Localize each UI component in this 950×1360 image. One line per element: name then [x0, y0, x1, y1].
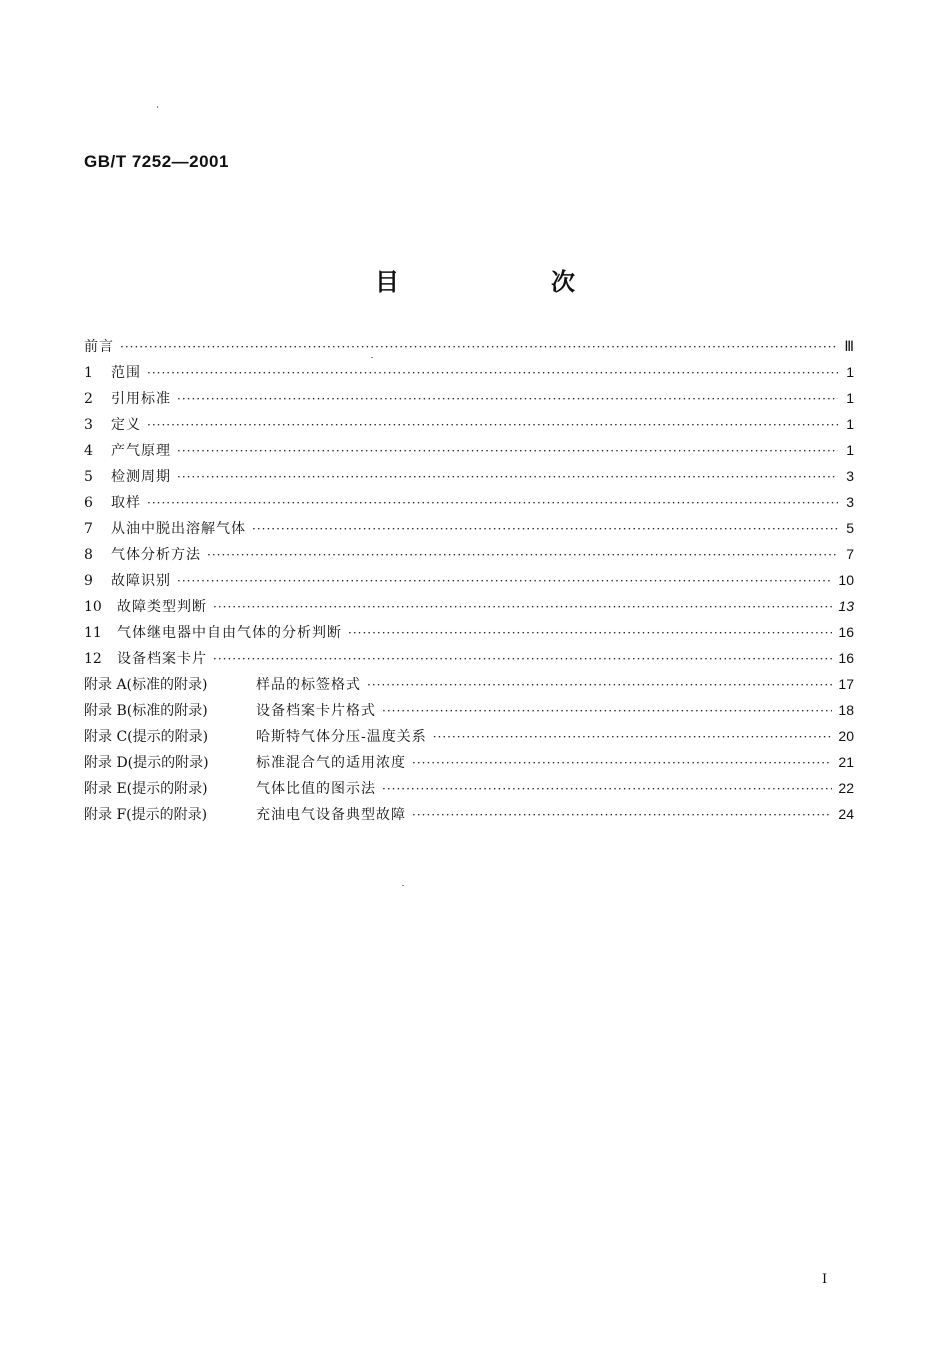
toc-entry-page: 1 — [846, 390, 854, 406]
toc-entry-number: 2 — [84, 391, 93, 407]
toc-dot-leader — [348, 620, 832, 646]
toc-entry-label: 设备档案卡片 — [117, 651, 207, 667]
toc-entry-label: 范围 — [111, 365, 141, 381]
toc-entry-label: 取样 — [111, 495, 141, 511]
toc-entry-3[interactable] — [84, 411, 854, 437]
toc-entry-number: 6 — [84, 495, 93, 511]
toc-entry-4[interactable] — [84, 437, 854, 463]
toc-entry-number: 1 — [84, 365, 93, 381]
toc-entry-8[interactable] — [84, 541, 854, 567]
scan-speck — [157, 106, 158, 108]
toc-dot-leader — [412, 802, 832, 828]
toc-dot-leader — [213, 646, 832, 672]
toc-entry-appendix-b[interactable] — [84, 697, 854, 723]
scan-speck — [402, 885, 404, 886]
toc-entry-number: 11 — [84, 625, 102, 641]
toc-entry-page: 3 — [846, 494, 854, 510]
toc-entry-11[interactable] — [84, 619, 854, 645]
toc-dot-leader — [177, 438, 838, 464]
toc-entry-number: 附录 E(提示的附录) — [84, 781, 208, 797]
toc-entry-page: Ⅲ — [844, 338, 854, 354]
toc-entry-number: 9 — [84, 573, 93, 589]
toc-entry-label: 定义 — [111, 417, 141, 433]
toc-entry-1[interactable] — [84, 359, 854, 385]
toc-entry-page: 5 — [846, 520, 854, 536]
toc-dot-leader — [147, 412, 838, 438]
toc-entry-label: 故障类型判断 — [117, 599, 207, 615]
toc-dot-leader — [207, 542, 838, 568]
toc-entry-page: 18 — [838, 702, 854, 718]
toc-dot-leader — [177, 464, 838, 490]
toc-entry-page: 1 — [846, 364, 854, 380]
toc-entry-page: 10 — [838, 572, 854, 588]
toc-entry-page: 17 — [838, 676, 854, 692]
scan-speck — [371, 357, 373, 358]
toc-dot-leader — [147, 490, 838, 516]
toc-entry-page: 24 — [838, 806, 854, 822]
toc-entry-number: 附录 A(标准的附录) — [84, 677, 208, 693]
toc-dot-leader — [147, 360, 838, 386]
toc-entry-appendix-c[interactable] — [84, 723, 854, 749]
toc-entry-2[interactable] — [84, 385, 854, 411]
toc-entry-page: 3 — [846, 468, 854, 484]
toc-entry-page: 22 — [838, 780, 854, 796]
toc-entry-label: 设备档案卡片格式 — [256, 703, 376, 719]
toc-entry-appendix-a[interactable] — [84, 671, 854, 697]
toc-entry-foreword[interactable] — [84, 333, 854, 359]
toc-dot-leader — [177, 568, 832, 594]
toc-dot-leader — [382, 776, 832, 802]
toc-entry-number: 7 — [84, 521, 93, 537]
toc-entry-label: 前言 — [84, 339, 114, 355]
toc-entry-number: 12 — [84, 651, 102, 667]
toc-entry-label: 标准混合气的适用浓度 — [256, 755, 406, 771]
page-number: I — [822, 1272, 828, 1287]
toc-entry-7[interactable] — [84, 515, 854, 541]
toc-dot-leader — [213, 594, 832, 620]
toc-entry-appendix-e[interactable] — [84, 775, 854, 801]
toc-dot-leader — [252, 516, 838, 542]
toc-entry-number: 5 — [84, 469, 93, 485]
toc-entry-label: 气体分析方法 — [111, 547, 201, 563]
toc-entry-6[interactable] — [84, 489, 854, 515]
toc-entry-12[interactable] — [84, 645, 854, 671]
toc-entry-number: 8 — [84, 547, 93, 563]
toc-dot-leader — [382, 698, 832, 724]
toc-entry-label: 气体比值的图示法 — [256, 781, 376, 797]
table-of-contents — [84, 333, 854, 827]
toc-entry-label: 检测周期 — [111, 469, 171, 485]
toc-dot-leader — [433, 724, 833, 750]
toc-dot-leader — [120, 334, 838, 360]
toc-entry-9[interactable] — [84, 567, 854, 593]
toc-entry-label: 产气原理 — [111, 443, 171, 459]
document-code: GB/T 7252—2001 — [84, 152, 229, 171]
toc-entry-page: 16 — [838, 650, 854, 666]
toc-entry-number: 10 — [84, 599, 102, 615]
toc-entry-label: 哈斯特气体分压-温度关系 — [256, 729, 427, 745]
toc-entry-label: 样品的标签格式 — [256, 677, 361, 693]
toc-entry-10[interactable] — [84, 593, 854, 619]
toc-entry-number: 3 — [84, 417, 93, 433]
toc-entry-label: 引用标准 — [111, 391, 171, 407]
toc-entry-page: 13 — [838, 598, 854, 614]
toc-entry-page: 1 — [846, 416, 854, 432]
toc-entry-5[interactable] — [84, 463, 854, 489]
toc-entry-number: 附录 B(标准的附录) — [84, 703, 208, 719]
toc-entry-page: 7 — [846, 546, 854, 562]
toc-entry-label: 充油电气设备典型故障 — [256, 807, 406, 823]
toc-dot-leader — [412, 750, 832, 776]
toc-entry-label: 故障识别 — [111, 573, 171, 589]
toc-title: 目 次 — [375, 268, 639, 296]
toc-entry-page: 21 — [838, 754, 854, 770]
toc-dot-leader — [177, 386, 838, 412]
toc-entry-number: 4 — [84, 443, 93, 459]
toc-entry-appendix-d[interactable] — [84, 749, 854, 775]
toc-entry-label: 从油中脱出溶解气体 — [111, 521, 246, 537]
toc-entry-page: 1 — [846, 442, 854, 458]
toc-entry-page: 16 — [838, 624, 854, 640]
toc-entry-number: 附录 C(提示的附录) — [84, 729, 209, 745]
toc-entry-appendix-f[interactable] — [84, 801, 854, 827]
toc-entry-label: 气体继电器中自由气体的分析判断 — [117, 625, 342, 641]
toc-entry-number: 附录 D(提示的附录) — [84, 755, 209, 771]
toc-dot-leader — [367, 672, 832, 698]
toc-entry-number: 附录 F(提示的附录) — [84, 807, 208, 823]
toc-entry-page: 20 — [838, 728, 854, 744]
